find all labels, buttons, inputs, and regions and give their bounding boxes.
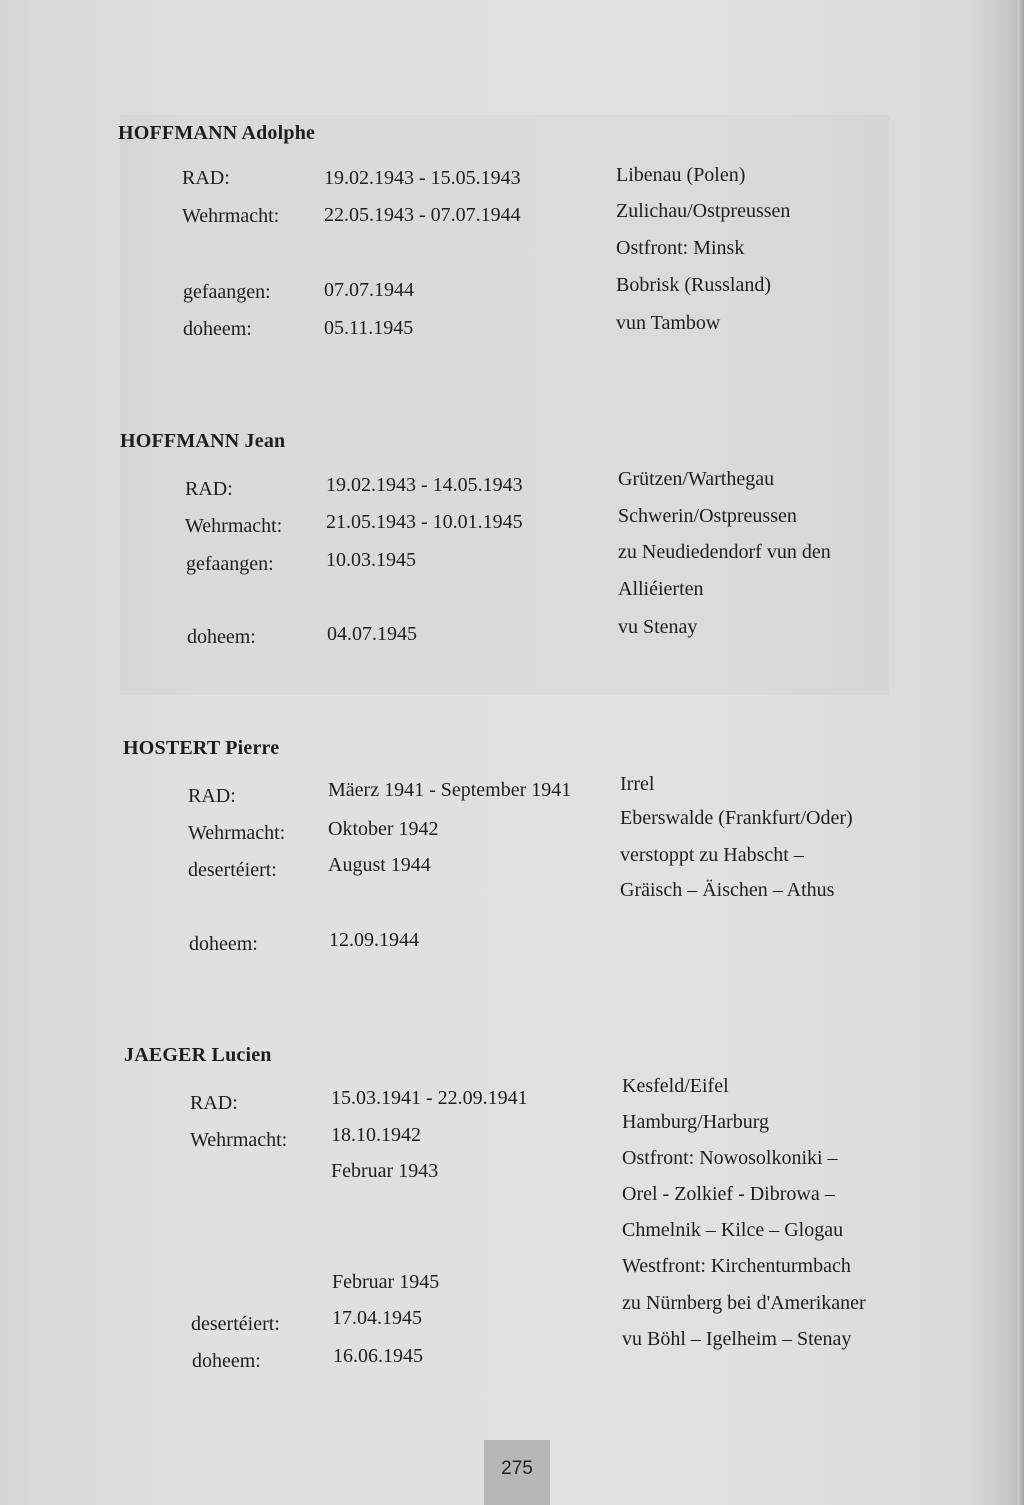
row-date: 17.04.1945 — [332, 1307, 422, 1329]
row-place: vu Böhl – Igelheim – Stenay — [622, 1328, 852, 1350]
row-date: Februar 1943 — [331, 1160, 439, 1182]
row-label: Wehrmacht: — [190, 1129, 288, 1151]
row-place: Alliéierten — [618, 578, 704, 600]
row-date: Mäerz 1941 - September 1941 — [328, 779, 572, 801]
row-place: Ostfront: Minsk — [616, 237, 745, 259]
row-label: Wehrmacht: — [188, 822, 286, 844]
row-place: Schwerin/Ostpreussen — [618, 505, 797, 527]
row-place: zu Nürnberg bei d'Amerikaner — [622, 1292, 866, 1314]
row-place: Chmelnik – Kilce – Glogau — [622, 1219, 844, 1241]
row-place: Libenau (Polen) — [616, 164, 746, 186]
row-place: Orel - Zolkief - Dibrowa – — [622, 1183, 835, 1205]
row-place: Gräisch – Äischen – Athus — [620, 879, 835, 901]
row-date: 12.09.1944 — [329, 929, 419, 951]
row-place: Westfront: Kirchenturmbach — [622, 1255, 851, 1277]
row-date: 04.07.1945 — [327, 623, 417, 645]
row-place: vun Tambow — [616, 312, 721, 334]
row-date: 05.11.1945 — [324, 317, 414, 339]
row-place: Eberswalde (Frankfurt/Oder) — [620, 807, 853, 829]
page-number: 275 — [501, 1458, 533, 1479]
row-place: Irrel — [620, 773, 655, 795]
row-label: doheem: — [183, 318, 252, 340]
row-place: Bobrisk (Russland) — [616, 274, 771, 296]
row-place: vu Stenay — [618, 616, 698, 638]
row-date: 07.07.1944 — [324, 279, 414, 301]
row-label: desertéiert: — [191, 1313, 280, 1335]
row-date: 10.03.1945 — [326, 549, 416, 571]
row-date: August 1944 — [328, 854, 431, 876]
row-label: RAD: — [182, 167, 230, 189]
row-date: 21.05.1943 - 10.01.1945 — [326, 511, 523, 533]
row-label: gefaangen: — [183, 281, 271, 303]
row-date: 19.02.1943 - 15.05.1943 — [324, 167, 521, 189]
row-place: Zulichau/Ostpreussen — [616, 200, 791, 222]
page-edge-shadow — [1018, 0, 1024, 1505]
entry-name: HOSTERT Pierre — [123, 737, 280, 759]
row-date: 19.02.1943 - 14.05.1943 — [326, 474, 523, 496]
row-place: Ostfront: Nowosolkoniki – — [622, 1147, 838, 1169]
row-place: Hamburg/Harburg — [622, 1111, 770, 1133]
row-label: RAD: — [185, 478, 233, 500]
row-date: 18.10.1942 — [331, 1124, 421, 1146]
row-label: doheem: — [192, 1350, 261, 1372]
row-date: 16.06.1945 — [333, 1345, 423, 1367]
row-label: Wehrmacht: — [182, 205, 280, 227]
row-date: 22.05.1943 - 07.07.1944 — [324, 204, 521, 226]
row-label: desertéiert: — [188, 859, 277, 881]
entry-name: HOFFMANN Adolphe — [118, 122, 316, 144]
row-label: RAD: — [190, 1092, 238, 1114]
row-place: verstoppt zu Habscht – — [620, 844, 804, 866]
row-date: Februar 1945 — [332, 1271, 440, 1293]
row-date: Oktober 1942 — [328, 818, 439, 840]
row-label: doheem: — [187, 626, 256, 648]
row-label: RAD: — [188, 785, 236, 807]
row-place: Grützen/Warthegau — [618, 468, 775, 490]
row-place: zu Neudiedendorf vun den — [618, 541, 831, 563]
entry-name: JAEGER Lucien — [124, 1044, 272, 1066]
page-number-tab — [484, 1440, 550, 1505]
row-place: Kesfeld/Eifel — [622, 1075, 729, 1097]
row-label: Wehrmacht: — [185, 515, 283, 537]
row-label: gefaangen: — [186, 553, 274, 575]
row-label: doheem: — [189, 933, 258, 955]
row-date: 15.03.1941 - 22.09.1941 — [331, 1087, 528, 1109]
entry-name: HOFFMANN Jean — [120, 430, 286, 452]
